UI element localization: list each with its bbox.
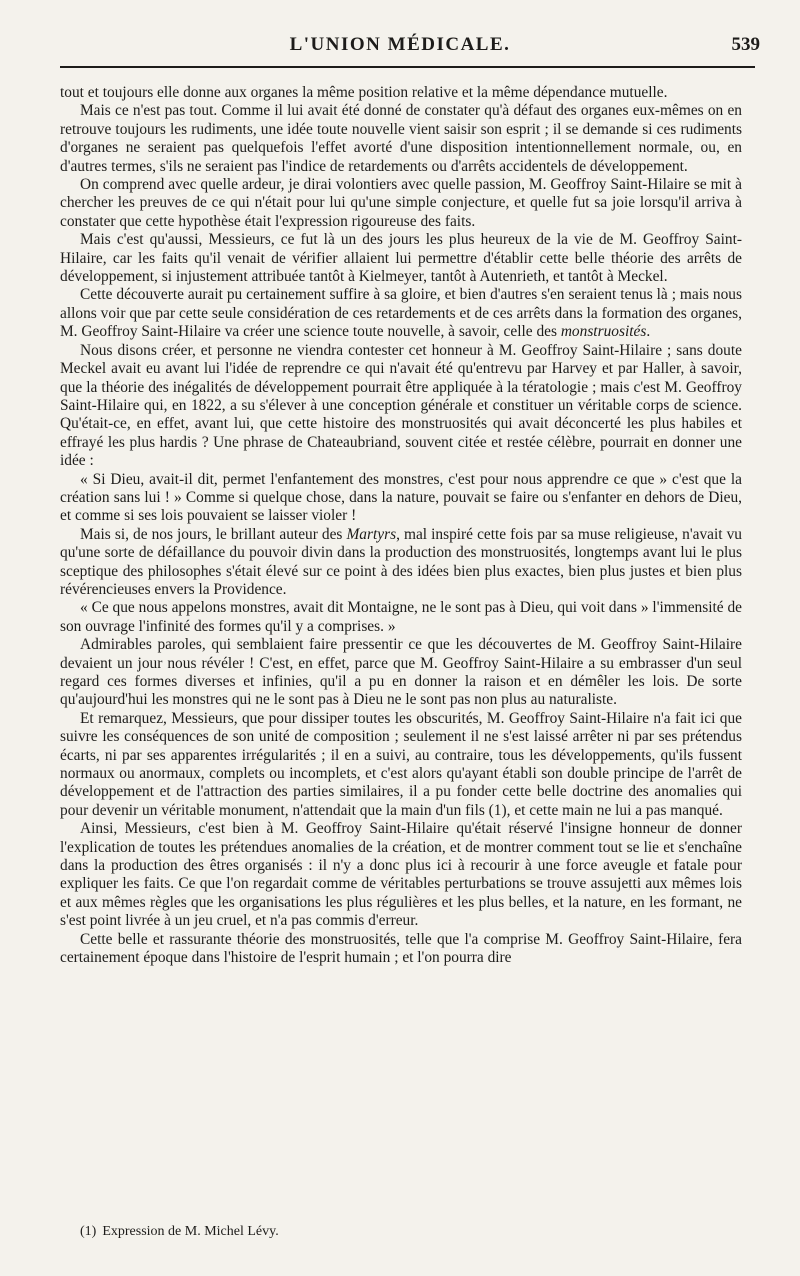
paragraph: Admirables paroles, qui semblaient faire pressentir ce que les découvertes de M. Geoffroy Saint-Hilaire devaient un jour nous révéler ! C'est, en effet, parce que M. Geoffroy Saint-Hilaire a su embrasser d'un seul regard ces formes diverses et infinies, qu'il a pu en donner la raison et en démêler les lois. De sorte qu'aujourd'hui les monstres qui ne le sont pas à Dieu ne le sont pas non plus au naturaliste. <box>60 636 742 709</box>
paragraph: Mais ce n'est pas tout. Comme il lui avait été donné de constater qu'à défaut des organes eux-mêmes on en retrouve toujours les rudiments, une idée toute nouvelle vient saisir son esprit ; il se demande si ces rudiments d'organes ne seraient pas quelquefois l'effet avorté d'une disposition intentionnellement normale, ou, en d'autres termes, s'ils ne seraient pas l'indice de retardements ou d'arrêts accidentels de développement. <box>60 102 742 175</box>
running-title: L'UNION MÉDICALE. <box>289 34 511 55</box>
paragraph-text: Mais si, de nos jours, le brillant auteur des <box>80 525 347 543</box>
footnote <box>80 1224 279 1240</box>
footnote-text: Expression de M. Michel Lévy. <box>102 1224 279 1239</box>
quotation-paragraph: « Ce que nous appelons monstres, avait dit Montaigne, ne le sont pas à Dieu, qui voit dans » l'immensité de son ouvrage l'infinité des formes qu'il y a comprises. » <box>60 599 742 635</box>
paragraph <box>60 526 742 600</box>
italic-title: Martyrs <box>346 525 397 543</box>
paragraph: Et remarquez, Messieurs, que pour dissiper toutes les obscurités, M. Geoffroy Saint-Hilaire n'a fait ici que suivre les conséquences de son unité de composition ; seulement il ne s'est laissé arrêter ni par ses prétendus écarts, ni par ses apparentes irrégularités ; il en a suivi, au contraire, tous les développements, qu'ils fussent normaux ou anormaux, complets ou incomplets, et c'est alors qu'ayant établi son double principe de l'arrêt de développement et de l'attraction des parties similaires, il a pu fonder cette belle doctrine des anomalies qui pour devenir un véritable monument, n'attendait que la main d'un fils (1), et cette main ne lui a pas manqué. <box>60 709 742 819</box>
quotation-paragraph: « Si Dieu, avait-il dit, permet l'enfantement des monstres, c'est pour nous apprendre ce que » c'est que la création sans lui ! » Comme si quelque chose, dans la nature, pouvait se faire ou s'enfanter en dehors de Dieu, et comme si ses lois pouvaient se laisser violer ! <box>60 470 742 525</box>
body-text <box>60 84 742 968</box>
paragraph: On comprend avec quelle ardeur, je dirai volontiers avec quelle passion, M. Geoffroy Saint-Hilaire se mit à chercher les preuves de ce qui n'était pour lui qu'une simple conjecture, et quelle fut sa joie lorsqu'il arriva à constater que cette hypothèse était l'expression rigoureuse des faits. <box>60 176 742 230</box>
footnote-mark: (1) <box>80 1224 97 1239</box>
paragraph: tout et toujours elle donne aux organes la même position relative et la même dépendance mutuelle. <box>60 84 668 101</box>
paragraph-text: , mal inspiré cette fois par sa muse religieuse, n'avait vu qu'une sorte de défaillance du pouvoir divin dans la production des monstruosités, longtemps avant lui le plus sceptique des philosophes s'était élevé sur ce point à des idées bien plus exactes, bien plus justes et bien plus révérencieuses envers la Providence. <box>60 525 742 598</box>
paragraph <box>60 286 742 341</box>
header-rule <box>60 66 755 68</box>
italic-term: monstruosités <box>560 323 647 341</box>
paragraph: Nous disons créer, et personne ne viendra contester cet honneur à M. Geoffroy Saint-Hilaire ; sans doute Meckel avait eu avant lui l'idée de reprendre ce qui n'avait été qu'entrevu par Harvey et par Haller, à savoir, que la théorie des inégalités de développement pourrait être appliquée à la tératologie ; mais c'est M. Geoffroy Saint-Hilaire qui, en 1822, a su s'élever à une conception générale et constituer un véritable corps de science. Qu'était-ce, en effet, avant lui, que cette histoire des monstruosités qui avait déconcerté les plus habiles et effrayé les plus hardis ? Une phrase de Chateaubriand, souvent citée et restée célèbre, pourrait en donner une idée : <box>60 341 742 470</box>
page-header <box>60 34 760 60</box>
paragraph: Mais c'est qu'aussi, Messieurs, ce fut là un des jours les plus heureux de la vie de M. Geoffroy Saint-Hilaire, car les faits qu'il venait de vérifier allaient lui permettre d'établir cette belle théorie des arrêts de développement, si injustement attribuée tantôt à Kielmeyer, tantôt à Autenrieth, et tantôt à Meckel. <box>60 231 742 286</box>
paragraph-text: . <box>646 323 651 341</box>
paragraph-text: Cette découverte aurait pu certainement suffire à sa gloire, et bien d'autres s'en seraient tenus là ; mais nous allons voir que par cette seule considération de ces retardements et de ces arrêts dans la formation des organes, M. Geoffroy Saint-Hilaire va créer une science toute nouvelle, à savoir, celle des <box>60 286 742 341</box>
paragraph: Cette belle et rassurante théorie des monstruosités, telle que l'a comprise M. Geoffroy Saint-Hilaire, fera certainement époque dans l'histoire de l'esprit humain ; et l'on pourra dire <box>60 930 742 967</box>
paragraph: Ainsi, Messieurs, c'est bien à M. Geoffroy Saint-Hilaire qu'était réservé l'insigne honneur de donner l'explication de toutes les prétendues anomalies de la création, et de montrer comment tout se lie et s'enchaîne dans la production des êtres organisés : il n'y a donc plus ici à recourir à une force aveugle et fatale pour expliquer les faits. Ce que l'on regardait comme de véritables perturbations se trouve assujetti aux mêmes lois et aux mêmes règles que les organisations les plus régulières et les plus belles, et la nature, en les formant, ne s'est point livrée à un jeu cruel, et n'a pas commis d'erreur. <box>60 820 742 930</box>
page-number: 539 <box>731 34 760 55</box>
